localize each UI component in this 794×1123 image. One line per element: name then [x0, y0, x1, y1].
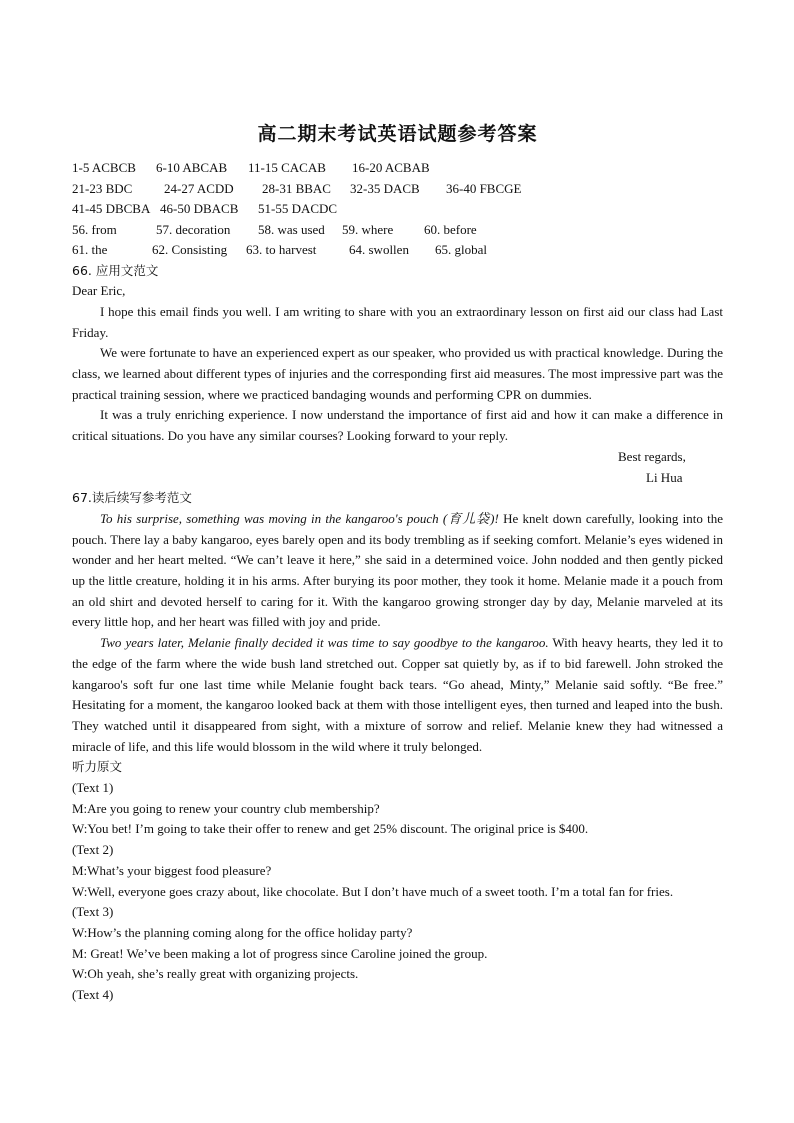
answer-item: 58. was used: [258, 221, 325, 237]
answer-item: 61. the: [72, 242, 108, 257]
letter-paragraph: We were fortunate to have an experienced expert as our speaker, who provided us with practical knowledge. During the class, we learned about different types of injuries and the corresponding first aid measures. The most impressive part was the practical training session, where we practiced bandaging wounds and performing CPR on dummies.: [72, 345, 723, 402]
answer-row-2: [72, 179, 723, 200]
story-lead-sentence: To his surprise, something was moving in the kangaroo's pouch (育儿袋)!: [100, 510, 499, 526]
transcript-line: W:You bet! I’m going to take their offer to renew and get 25% discount. The original price is $400.: [72, 821, 589, 837]
answer-item: 60. before: [424, 221, 477, 237]
answer-item: 46-50 DBACB: [160, 201, 239, 216]
section-heading: 听力原文: [72, 759, 123, 775]
letter-greeting: Dear Eric,: [72, 283, 126, 299]
letter-paragraph: I hope this email finds you well. I am writing to share with you an extraordinary lesson on first aid our class had Last Friday.: [72, 303, 723, 340]
answer-key-document: [72, 120, 723, 1006]
answer-item: 41-45 DBCBA: [72, 201, 151, 216]
answer-list: [72, 158, 723, 261]
section-writing-67: [72, 488, 723, 757]
answer-item: 64. swollen: [349, 242, 409, 257]
transcript-line: W:Oh yeah, she’s really great with organizing projects.: [72, 966, 359, 982]
letter-paragraph: It was a truly enriching experience. I now understand the importance of first aid and how it can make a difference in critical situations. Do you have any similar courses? Looking forward to your reply.: [72, 407, 723, 444]
answer-item: 59. where: [342, 221, 394, 237]
transcript-line: (Text 1): [72, 780, 114, 796]
answer-row-5: [72, 240, 723, 261]
section-writing-66: [72, 261, 723, 489]
answer-item: 36-40 FBCGE: [446, 180, 522, 196]
answer-item: 11-15 CACAB: [248, 160, 326, 175]
transcript-line: (Text 4): [72, 987, 114, 1003]
story-paragraph: [72, 633, 723, 757]
answer-item: 28-31 BBAC: [262, 180, 331, 196]
transcript-line: (Text 2): [72, 842, 114, 858]
answer-row-4: [72, 220, 723, 241]
answer-item: 21-23 BDC: [72, 180, 133, 196]
section-listening: [72, 757, 723, 1005]
transcript-line: W:How’s the planning coming along for the office holiday party?: [72, 925, 413, 940]
story-paragraph: [72, 509, 723, 633]
answer-item: 24-27 ACDD: [164, 180, 234, 196]
answer-item: 51-55 DACDC: [258, 201, 338, 216]
letter-closing: Best regards,: [618, 448, 686, 464]
answer-item: 1-5 ACBCB: [72, 160, 136, 175]
story-text: He knelt down carefully, looking into the pouch. There lay a baby kangaroo, eyes barely open and its body trembling as if seeking comfort. Melanie’s eyes widened in wonder and her heart melted. “We can’t leave it here,” she said in a determined voice. John nodded and then gently picked up the little creature, holding it in his arms. After burying its poor mother, they took it home. Melanie made it a pouch from an old shirt and devoted herself to caring for it. With the kangaroo growing stronger day by day, Melanie marveled at its every little hop, and her heart was filled with joy and pride.: [72, 510, 723, 630]
transcript-line: (Text 3): [72, 904, 114, 920]
answer-item: 62. Consisting: [152, 242, 228, 257]
answer-item: 63. to harvest: [246, 242, 317, 257]
answer-row-1: [72, 158, 723, 179]
story-text: With heavy hearts, they led it to the edge of the farm where the wide bush land stretched out. Copper sat quietly by, as if to bid farewell. John stroked the kangaroo's soft fur one last time while Melanie fought back tears. “Go ahead, Minty,” Melanie said softly. “Be free.” Hesitating for a moment, the kangaroo looked back at them with those intelligent eyes, then turned and leaped into the bush. They watched until it disappeared from sight, with a mixture of sorrow and relief. Melanie knew they had witnessed a miracle of life, and this life would blossom in the wild where it truly belonged.: [72, 635, 723, 754]
transcript-line: M:What’s your biggest food pleasure?: [72, 862, 272, 878]
answer-item: 65. global: [435, 242, 487, 257]
answer-row-3: [72, 199, 723, 220]
transcript-line: W:Well, everyone goes crazy about, like chocolate. But I don’t have much of a sweet tooth. I’m a total fan for fries.: [72, 883, 674, 899]
answer-item: 6-10 ABCAB: [156, 160, 228, 175]
letter-signature: Li Hua: [646, 469, 683, 485]
transcript-line: M: Great! We’ve been making a lot of progress since Caroline joined the group.: [72, 945, 488, 961]
answer-item: 57. decoration: [156, 221, 231, 237]
story-lead-sentence: Two years later, Melanie finally decided it was time to say goodbye to the kangaroo.: [100, 635, 549, 651]
transcript-line: M:Are you going to renew your country club membership?: [72, 800, 380, 816]
answer-item: 56. from: [72, 221, 117, 237]
answer-item: 16-20 ACBAB: [352, 160, 430, 175]
answer-item: 32-35 DACB: [350, 180, 420, 196]
section-heading: 67.读后续写参考范文: [72, 490, 192, 506]
document-title: 高二期末考试英语试题参考答案: [257, 123, 538, 145]
section-heading: 66. 应用文范文: [72, 262, 159, 278]
